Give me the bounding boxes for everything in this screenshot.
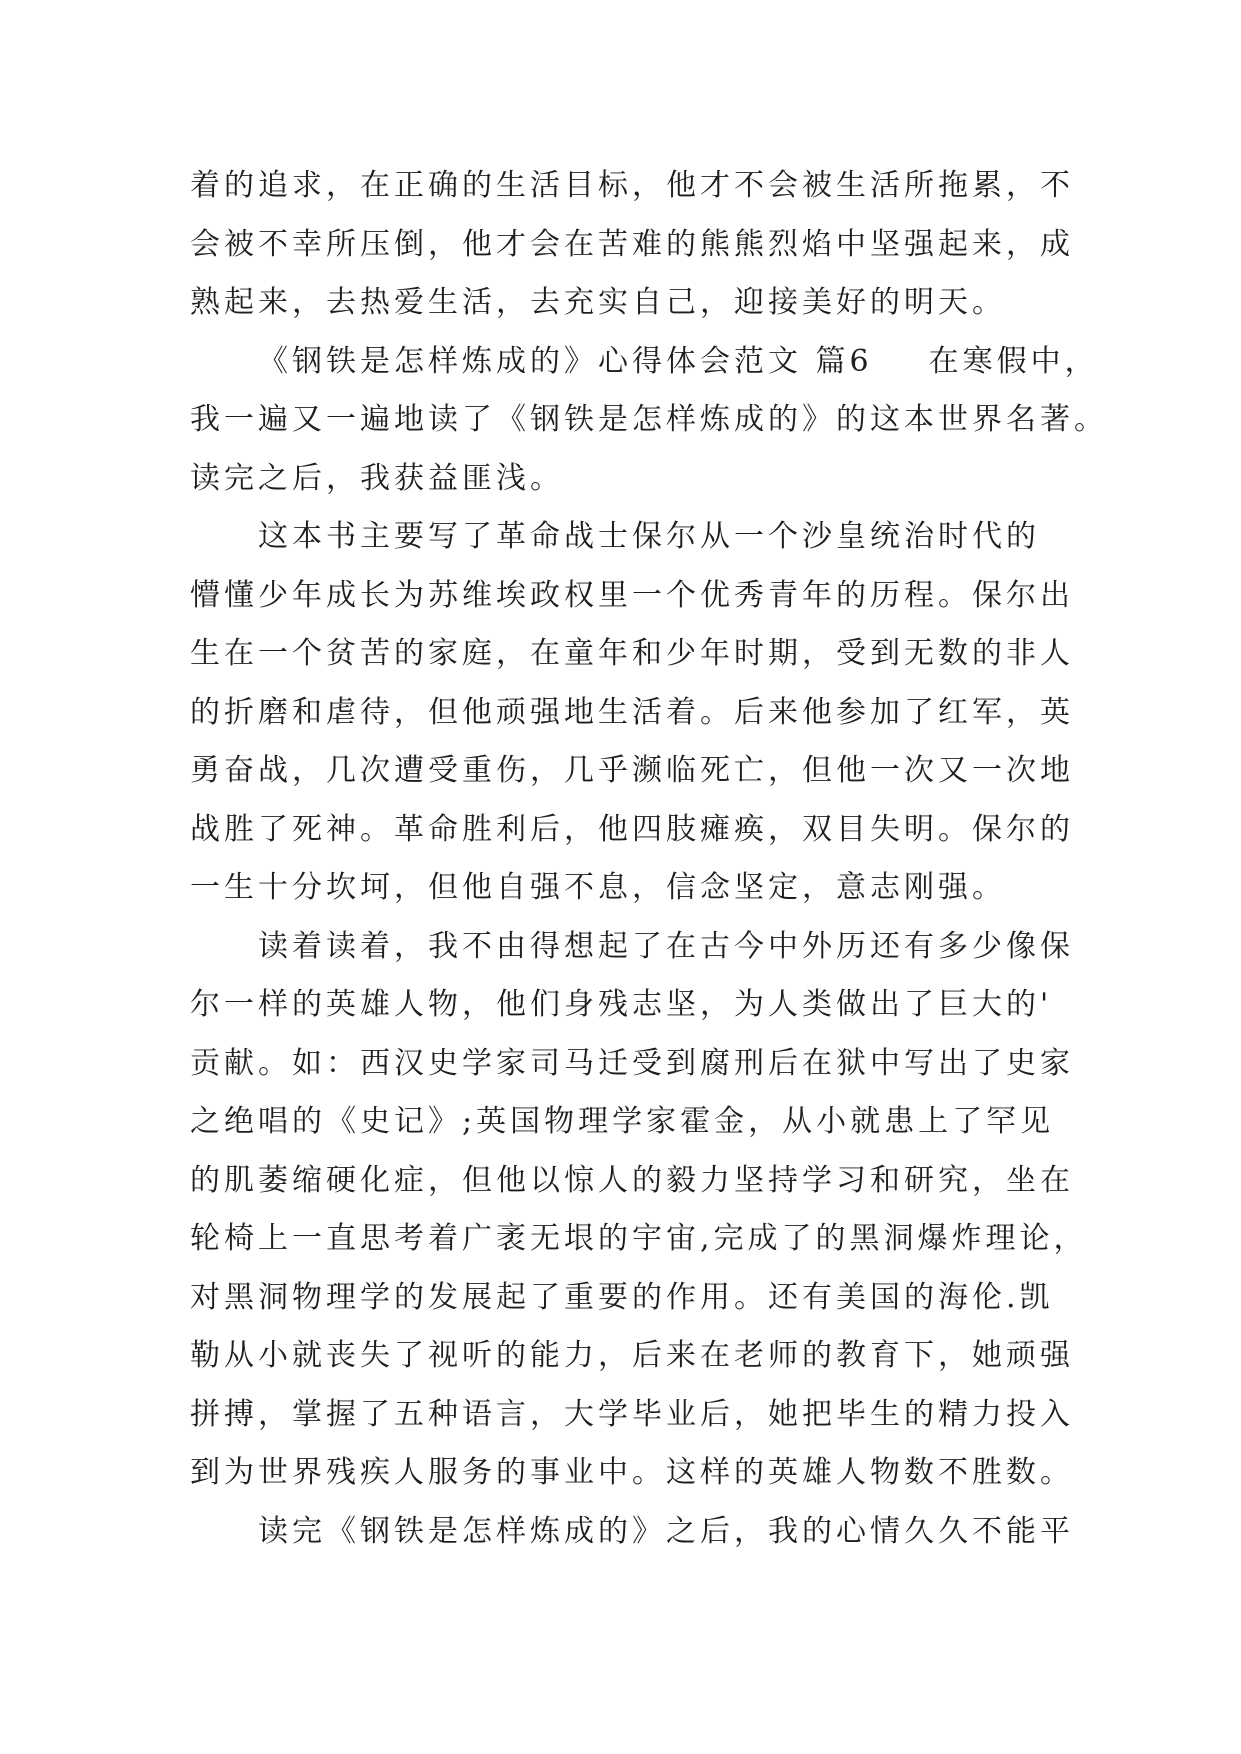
text-line: 轮椅上一直思考着广袤无垠的宇宙,完成了的黑洞爆炸理论， [190, 1221, 1088, 1256]
paragraph-start: 读完《钢铁是怎样炼成的》之后，我的心情久久不能平 [258, 1513, 1074, 1549]
text-line: 会被不幸所压倒，他才会在苦难的熊熊烈焰中坚强起来，成 [190, 226, 1074, 262]
text-line: 的折磨和虐待，但他顽强地生活着。后来他参加了红军，英 [190, 694, 1074, 730]
text-line: 之绝唱的《史记》;英国物理学家霍金，从小就患上了罕见 [190, 1104, 1055, 1139]
text-line: 着的追求，在正确的生活目标，他才不会被生活所拖累，不 [190, 168, 1074, 203]
text-line: 到为世界残疾人服务的事业中。这样的英雄人物数不胜数。 [190, 1455, 1074, 1490]
text-line: 一生十分坎坷，但他自强不息，信念坚定，意志刚强。 [190, 870, 1006, 905]
text-line: 拼搏，掌握了五种语言，大学毕业后，她把毕生的精力投入 [190, 1396, 1074, 1432]
text-line: 贡献。如：西汉史学家司马迁受到腐刑后在狱中写出了史家 [190, 1045, 1074, 1081]
text-line: 勒从小就丧失了视听的能力，后来在老师的教育下，她顽强 [190, 1338, 1074, 1373]
paragraph-start: 读着读着，我不由得想起了在古今中外历还有多少像保 [258, 928, 1074, 964]
text-line: 尔一样的英雄人物，他们身残志坚，为人类做出了巨大的' [190, 987, 1053, 1022]
text-line: 懵懂少年成长为苏维埃政权里一个优秀青年的历程。保尔出 [190, 577, 1074, 613]
text-line: 的肌萎缩硬化症，但他以惊人的毅力坚持学习和研究，坐在 [190, 1162, 1074, 1198]
text-line: 对黑洞物理学的发展起了重要的作用。还有美国的海伦.凯 [190, 1279, 1054, 1315]
paragraph-start: 这本书主要写了革命战士保尔从一个沙皇统治时代的 [258, 519, 1040, 554]
text-line: 读完之后，我获益匪浅。 [190, 460, 564, 496]
text-line: 生在一个贫苦的家庭，在童年和少年时期，受到无数的非人 [190, 636, 1074, 671]
text-line: 勇奋战，几次遭受重伤，几乎濒临死亡，但他一次又一次地 [190, 753, 1074, 788]
document-body [190, 157, 1108, 1561]
section-heading-line [190, 333, 1099, 392]
text-line: 熟起来，去热爱生活，去充实自己，迎接美好的明天。 [190, 285, 1006, 320]
text-line: 战胜了死神。革命胜利后，他四肢瘫痪，双目失明。保尔的 [190, 811, 1074, 847]
text-line: 我一遍又一遍地读了《钢铁是怎样炼成的》的这本世界名著。 [190, 402, 1108, 437]
section-heading: 《钢铁是怎样炼成的》心得体会范文 篇6 [258, 343, 873, 379]
section-lead-text: 在寒假中， [928, 343, 1099, 379]
